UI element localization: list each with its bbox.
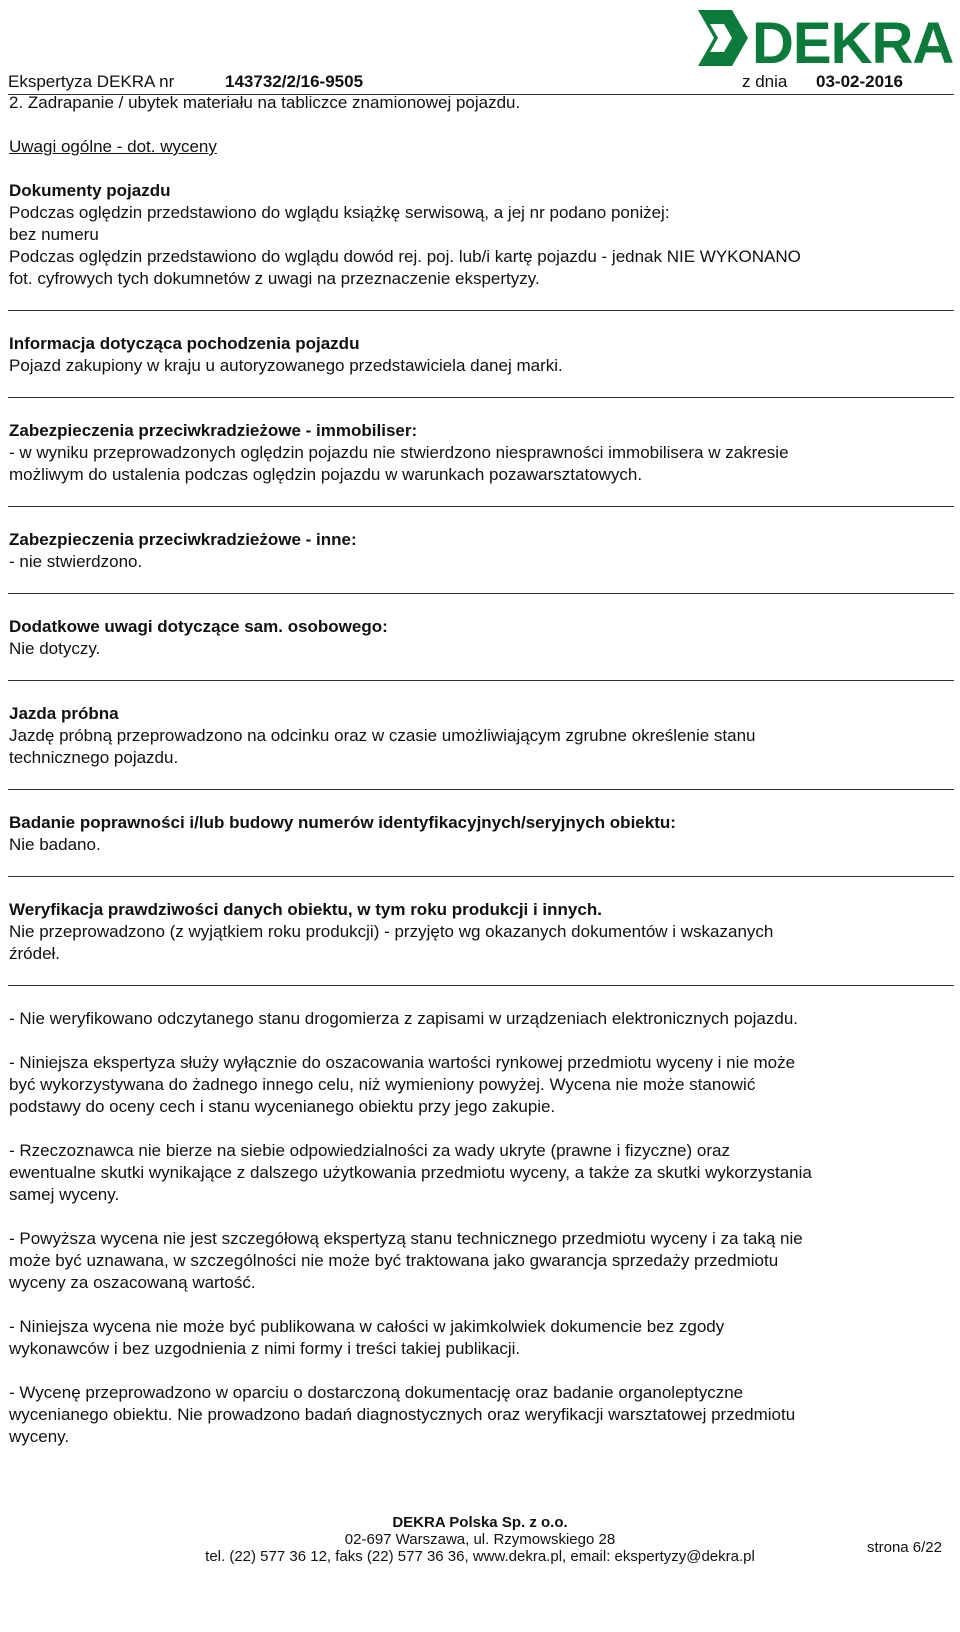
remarks-list — [9, 1008, 949, 1448]
section-divider — [8, 789, 954, 790]
verification-line: Nie przeprowadzono (z wyjątkiem roku produkcji) - przyjęto wg okazanych dokumentów i wskazanych — [9, 922, 774, 941]
report-content — [9, 92, 949, 1448]
footer — [0, 1514, 960, 1565]
remark-line: - Rzeczoznawca nie bierze na siebie odpowiedzialności za wady ukryte (prawne i fizyczne) oraz — [9, 1141, 730, 1160]
origin-title: Informacja dotycząca pochodzenia pojazdu — [9, 334, 360, 353]
footer-contact: tel. (22) 577 36 12, faks (22) 577 36 36, www.dekra.pl, email: ekspertyzy@dekra.pl — [205, 1548, 755, 1565]
documents-line: Podczas oględzin przedstawiono do wglądu książkę serwisową, a jej nr podano poniżej: — [9, 203, 670, 222]
section-divider — [8, 876, 954, 877]
date-value: 03-02-2016 — [816, 72, 903, 91]
remark-line: może być uznawana, w szczególności nie może być traktowana jako gwarancja sprzedaży przedmiotu — [9, 1251, 779, 1270]
logo-wordmark: DEKRA — [752, 11, 954, 76]
id-numbers-text: Nie badano. — [9, 835, 101, 854]
date-label: z dnia — [742, 72, 788, 91]
test-drive-title: Jazda próbna — [9, 704, 119, 723]
footer-address: 02-697 Warszawa, ul. Rzymowskiego 28 — [344, 1531, 616, 1548]
footer-company: DEKRA Polska Sp. z o.o. — [392, 1514, 568, 1531]
remark-line: wykonawców i bez uzgodnienia z nimi formy i treści takiej publikacji. — [9, 1339, 521, 1358]
section-divider — [8, 593, 954, 594]
antitheft-other-text: - nie stwierdzono. — [9, 552, 143, 571]
remark-line: podstawy do oceny cech i stanu wycenianego obiektu przy jego zakupie. — [9, 1097, 556, 1116]
remark-line: samej wyceny. — [9, 1185, 120, 1204]
remark-line: być wykorzystywana do żadnego innego celu, niż wymieniony powyżej. Wycena nie może stanowić — [9, 1075, 756, 1094]
verification-line: źródeł. — [9, 944, 61, 963]
verification-title: Weryfikacja prawdziwości danych obiektu, w tym roku produkcji i innych. — [9, 900, 602, 919]
section-divider — [8, 680, 954, 681]
test-drive-line: technicznego pojazdu. — [9, 748, 179, 767]
damage-item-2: 2. Zadrapanie / ubytek materiału na tabliczce znamionowej pojazdu. — [9, 93, 521, 112]
test-drive-line: Jazdę próbną przeprowadzono na odcinku oraz w czasie umożliwiającym zgrubne określenie stanu — [9, 726, 756, 745]
section-divider — [8, 985, 954, 986]
documents-line: bez numeru — [9, 225, 99, 244]
additional-title: Dodatkowe uwagi dotyczące sam. osobowego: — [9, 617, 388, 636]
origin-text: Pojazd zakupiony w kraju u autoryzowanego przedstawiciela danej marki. — [9, 356, 563, 375]
id-numbers-title: Badanie poprawności i/lub budowy numerów identyfikacyjnych/seryjnych obiektu: — [9, 813, 676, 832]
remark-line: ewentualne skutki wynikające z dalszego użytkowania przedmiotu wyceny, a także za skutki wykorzystania — [9, 1163, 812, 1182]
page-number: strona 6/22 — [866, 1539, 942, 1556]
documents-title: Dokumenty pojazdu — [9, 181, 171, 200]
remark-line: - Niniejsza wycena nie może być publikowana w całości w jakimkolwiek dokumencie bez zgody — [9, 1317, 725, 1336]
immobiliser-line: możliwym do ustalenia podczas oględzin pojazdu w warunkach pozawarsztatowych. — [9, 465, 643, 484]
report-label: Ekspertyza DEKRA nr — [8, 72, 175, 91]
remark-line: - Nie weryfikowano odczytanego stanu drogomierza z zapisami w urządzeniach elektronicznych pojazdu. — [9, 1009, 799, 1028]
remark-line: wycenianego obiektu. Nie prowadzono badań diagnostycznych oraz weryfikacji warsztatowej przedmiotu — [9, 1405, 796, 1424]
remark-line: - Niniejsza ekspertyza służy wyłącznie do oszacowania wartości rynkowej przedmiotu wyceny i nie może — [9, 1053, 796, 1072]
remark-line: wyceny za oszacowaną wartość. — [9, 1273, 256, 1292]
section-divider — [8, 397, 954, 398]
remark-line: - Powyższa wycena nie jest szczegółową ekspertyzą stanu technicznego przedmiotu wyceny i za taką nie — [9, 1229, 803, 1248]
remark-line: wyceny. — [9, 1427, 70, 1446]
immobiliser-line: - w wyniku przeprowadzonych oględzin pojazdu nie stwierdzono niesprawności immobilisera w zakresie — [9, 443, 789, 462]
documents-line: fot. cyfrowych tych dokumnetów z uwagi na przeznaczenie ekspertyzy. — [9, 269, 540, 288]
remark-line: - Wycenę przeprowadzono w oparciu o dostarczoną dokumentację oraz badanie organoleptyczne — [9, 1383, 744, 1402]
immobiliser-title: Zabezpieczenia przeciwkradzieżowe - immobiliser: — [9, 421, 418, 440]
documents-line: Podczas oględzin przedstawiono do wglądu dowód rej. poj. lub/i kartę pojazdu - jednak NIE WYKONANO — [9, 247, 801, 266]
additional-text: Nie dotyczy. — [9, 639, 101, 658]
section-divider — [8, 506, 954, 507]
valuation-notes-title: Uwagi ogólne - dot. wyceny — [9, 137, 217, 156]
antitheft-other-title: Zabezpieczenia przeciwkradzieżowe - inne: — [9, 530, 357, 549]
section-divider — [8, 310, 954, 311]
report-number: 143732/2/16-9505 — [225, 72, 364, 91]
dekra-logo — [696, 6, 956, 80]
